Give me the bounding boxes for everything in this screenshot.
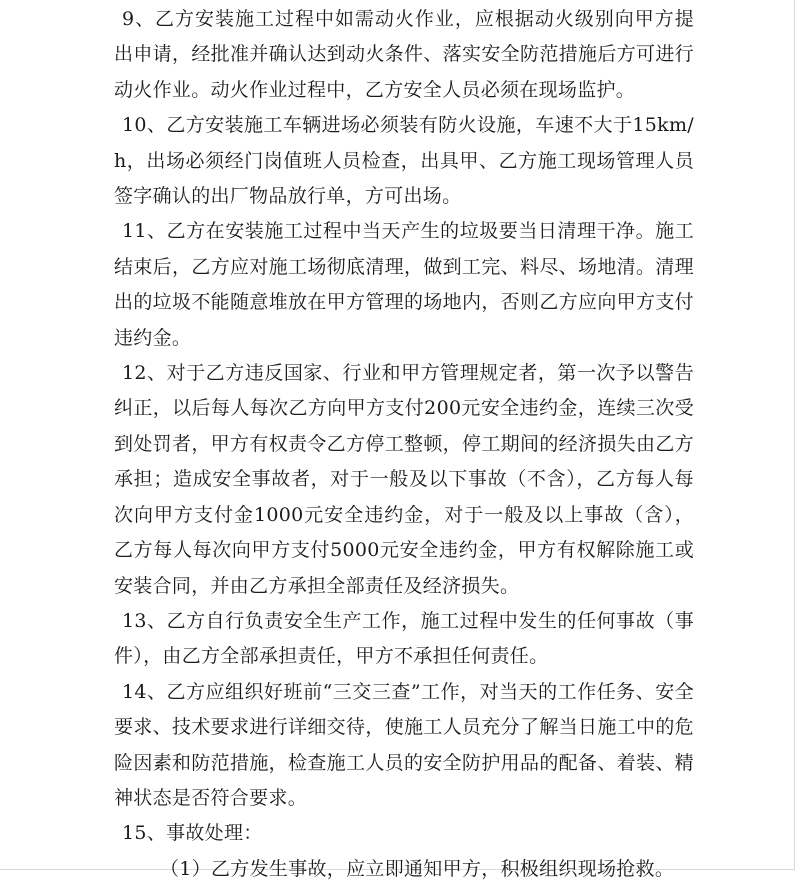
document-body [114,2,694,887]
clause-12: 12、对于乙方违反国家、行业和甲方管理规定者，第一次予以警告纠正，以后每人每次乙方向甲方支付200元安全违约金，连续三次受到处罚者，甲方有权责令乙方停工整顿，停工期间的经济损失由乙方承担；造成安全事故者，对于一般及以下事故（不含），乙方每人每次向甲方支付金1000元安全违约金，对于一般及以上事故（含），乙方每人每次向甲方支付5000元安全违约金，甲方有权解除施工或安装合同，并由乙方承担全部责任及经济损失。 [114,362,694,597]
clause-10: 10、乙方安装施工车辆进场必须装有防火设施，车速不大于15km/h，出场必须经门岗值班人员检查，出具甲、乙方施工现场管理人员签字确认的出厂物品放行单，方可出场。 [114,114,694,208]
clause-15-heading: 15、事故处理： [122,822,263,845]
clause-9: 9、乙方安装施工过程中如需动火作业，应根据动火级别向甲方提出申请，经批准并确认达到动火条件、落实安全防范措施后方可进行动火作业。动火作业过程中，乙方安全人员必须在现场监护。 [114,8,694,101]
clause-15-item-1: （1）乙方发生事故，应立即通知甲方，积极组织现场抢救。 [160,857,675,880]
clause-14: 14、乙方应组织好班前“三交三查”工作，对当天的工作任务、安全要求、技术要求进行详细交待，使施工人员充分了解当日施工中的危险因素和防范措施，检查施工人员的安全防护用品的配备、着装、精神状态是否符合要求。 [114,680,694,809]
clause-13: 13、乙方自行负责安全生产工作，施工过程中发生的任何事故（事件），由乙方全部承担责任，甲方不承担任何责任。 [114,609,694,668]
clause-11: 11、乙方在安装施工过程中当天产生的垃圾要当日清理干净。施工结束后，乙方应对施工场彻底清理，做到工完、料尽、场地清。清理出的垃圾不能随意堆放在甲方管理的场地内，否则乙方应向甲方支付违约金。 [114,220,694,349]
